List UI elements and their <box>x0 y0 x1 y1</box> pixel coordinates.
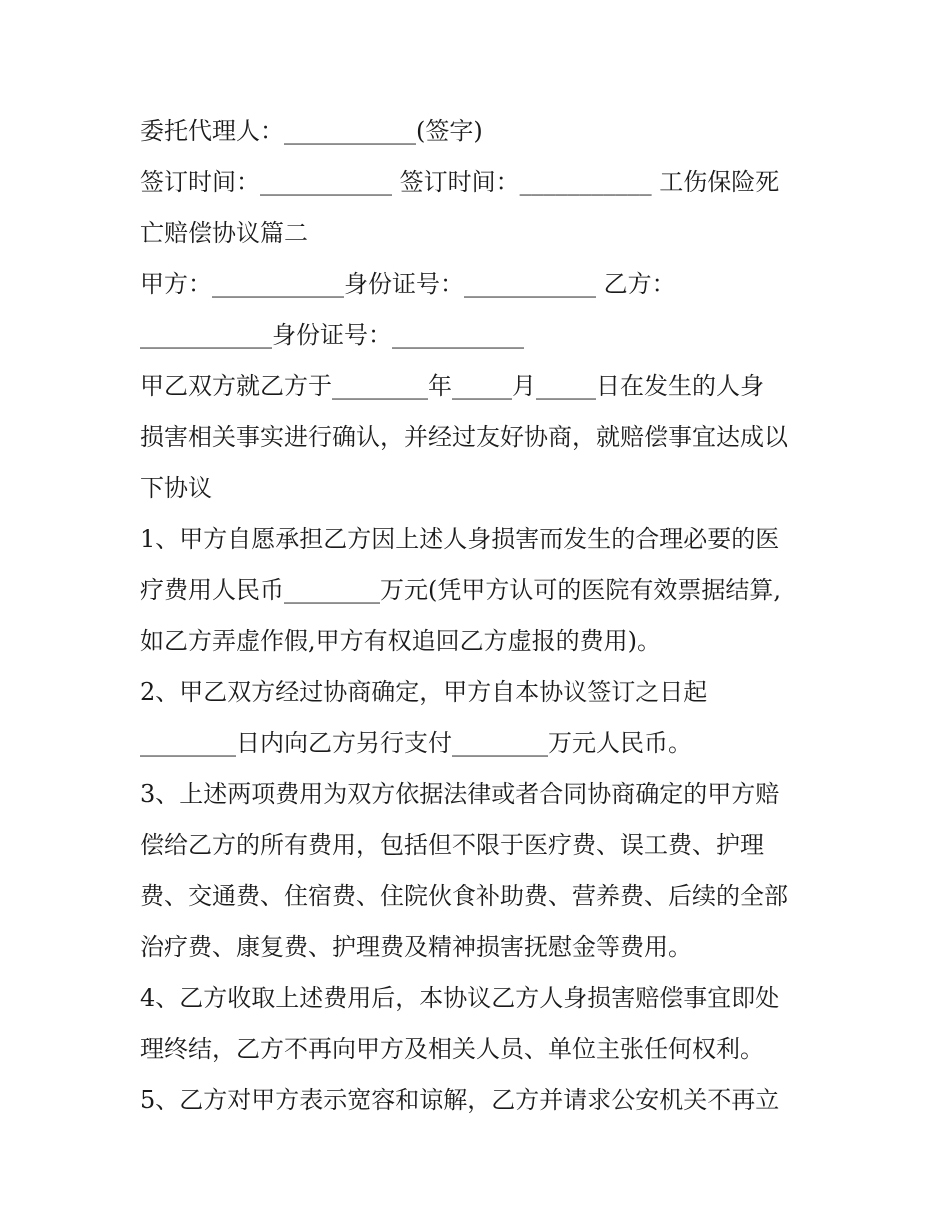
doc-line-clause-1: 疗费用人民币________万元(凭甲方认可的医院有效票据结算, <box>140 576 781 604</box>
doc-line-signing-time: 签订时间：___________ 签订时间：___________ 工伤保险死 <box>140 168 780 196</box>
doc-line-party-a: 甲方：___________身份证号：___________ 乙方： <box>140 270 676 298</box>
doc-line-party-b: ___________身份证号：___________ <box>140 321 524 349</box>
doc-line-clause-3: 治疗费、康复费、护理费及精神损害抚慰金等费用。 <box>140 933 692 961</box>
doc-line-clause-3: 偿给乙方的所有费用，包括但不限于医疗费、误工费、护理 <box>140 831 764 859</box>
doc-line-clause-3: 3、上述两项费用为双方依据法律或者合同协商确定的甲方赔 <box>140 780 780 808</box>
doc-line-intro: 损害相关事实进行确认，并经过友好协商，就赔偿事宜达成以 <box>140 423 788 451</box>
doc-line-clause-1: 如乙方弄虚作假,甲方有权追回乙方虚报的费用)。 <box>140 627 661 655</box>
doc-line-clause-5: 5、乙方对甲方表示宽容和谅解，乙方并请求公安机关不再立 <box>140 1086 780 1114</box>
doc-line-clause-3: 费、交通费、住宿费、住院伙食补助费、营养费、后续的全部 <box>140 882 788 910</box>
doc-line-clause-2: 2、甲乙双方经过协商确定，甲方自本协议签订之日起 <box>140 678 708 706</box>
document-body <box>140 106 820 1126</box>
doc-line-intro: 甲乙双方就乙方于________年_____月_____日在发生的人身 <box>140 372 764 400</box>
doc-line-section-title: 亡赔偿协议篇二 <box>140 219 308 247</box>
doc-line-intro: 下协议 <box>140 474 212 502</box>
doc-line-clause-1: 1、甲方自愿承担乙方因上述人身损害而发生的合理必要的医 <box>140 525 780 553</box>
doc-line-clause-4: 理终结，乙方不再向甲方及相关人员、单位主张任何权利。 <box>140 1035 764 1063</box>
doc-line-agent-signature: 委托代理人：___________(签字) <box>140 117 483 145</box>
doc-line-clause-2: ________日内向乙方另行支付________万元人民币。 <box>140 729 692 757</box>
doc-line-clause-4: 4、乙方收取上述费用后，本协议乙方人身损害赔偿事宜即处 <box>140 984 780 1012</box>
